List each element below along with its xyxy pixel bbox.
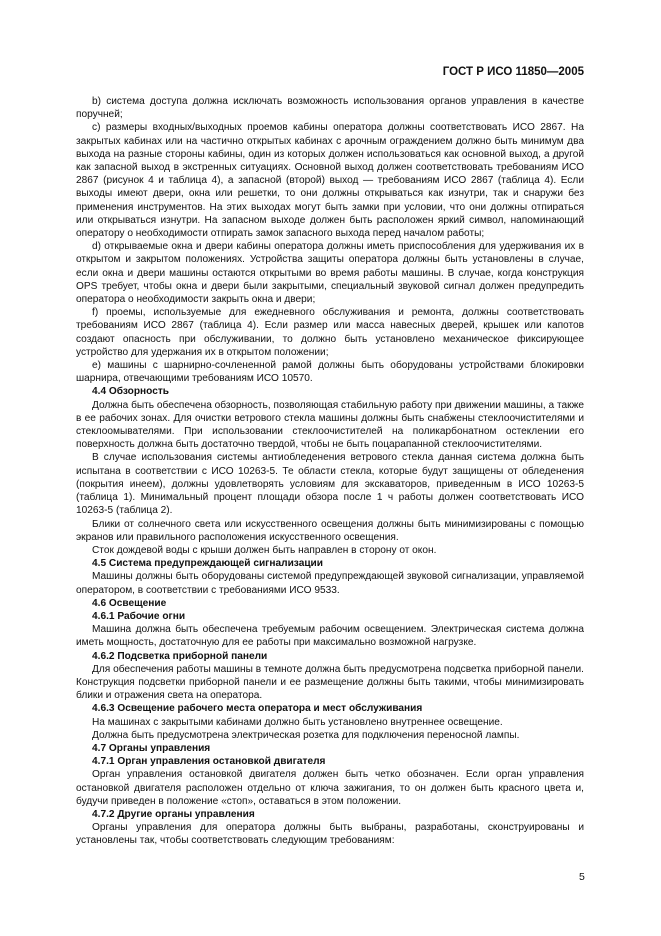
body-paragraph: e) машины с шарнирно-сочлененной рамой должны быть оборудованы устройствами блокировки шарнира, отвечающими требованиям ИСО 10570. <box>76 360 584 385</box>
section-heading: 4.6 Освещение <box>92 597 167 609</box>
body-paragraph: Должна быть предусмотрена электрическая розетка для подключения переносной лампы. <box>92 729 520 741</box>
body-paragraph: Для обеспечения работы машины в темноте должна быть предусмотрена подсветка приборной панели. Конструкция подсветки приборной панели и ее размещение должны быть такими, чтобы минимизировать блики и отражения света на оператора. <box>76 663 584 702</box>
body-paragraph: Должна быть обеспечена обзорность, позволяющая стабильную работу при движении машины, а также в ее рабочих зонах. Для очистки ветрового стекла машины должны быть снабжены стеклоочистителями и стеклоомывателями. При использовании стеклоочистителей на поликарбонатном остеклении его поверхность должна быть достаточно твердой, чтобы не быть поцарапанной стеклоочистителями. <box>76 399 584 451</box>
body-paragraph: Органы управления для оператора должны быть выбраны, разработаны, сконструированы и установлены так, чтобы соответствовать следующим требованиям: <box>76 822 584 847</box>
document-body <box>76 95 584 848</box>
section-heading: 4.5 Система предупреждающей сигнализации <box>92 558 323 570</box>
section-heading: 4.7.2 Другие органы управления <box>92 808 255 820</box>
body-paragraph: c) размеры входных/выходных проемов кабины оператора должны соответствовать ИСО 2867. На закрытых кабинах или на частично открытых кабинах с арочным ограждением должно быть минимум два выхода на разные стороны кабины, один из которых должен использоваться как основной выход, а другой как запасной выход в экстренных ситуациях. Основной выход должен соответствовать требованиям ИСО 2867 (рисунок 4 и таблица 4), а запасной (второй) выход — требованиям ИСО 2867 (таблица 4). Если выходы имеют двери, окна или решетки, то они должны открываться как изнутри, так и снаружи без применения инструментов. На этих выходах могут быть замки при условии, что они должны отпираться или открываться изнутри. На запасном выходе должен быть расположен яркий символ, напоминающий оператору о необходимости отпирать замок запасного выхода перед началом работы; <box>76 122 584 240</box>
body-paragraph: Машины должны быть оборудованы системой предупреждающей звуковой сигнализации, управляемой оператором, в соответствии с требованиями ИСО 9533. <box>76 571 584 596</box>
section-heading: 4.7.1 Орган управления остановкой двигателя <box>92 756 326 768</box>
section-heading: 4.6.1 Рабочие огни <box>92 610 186 622</box>
section-heading: 4.6.2 Подсветка приборной панели <box>92 650 268 662</box>
body-paragraph: В случае использования системы антиобледенения ветрового стекла данная система должна быть испытана в соответствии с ИСО 10263-5. Те области стекла, которые будут защищены от обледенения (покрытия инеем), должны удовлетворять условиям для экскаваторов, приведенным в ИСО 10263-5 (таблица 1). Минимальный процент площади обзора после 1 ч работы должен соответствовать ИСО 10263-5 (таблица 2). <box>76 452 584 517</box>
section-heading: 4.6.3 Освещение рабочего места оператора и мест обслуживания <box>92 703 423 715</box>
body-paragraph: Блики от солнечного света или искусственного освещения должны быть минимизированы с помощью экранов или правильного расположения искусственного освещения. <box>76 518 584 543</box>
body-paragraph: f) проемы, используемые для ежедневного обслуживания и ремонта, должны соответствовать требованиям ИСО 2867 (таблица 4). Если размер или масса навесных дверей, крышек или капотов создают опасность при обслуживании, то должно быть установлено механическое фиксирующее устройство для удержания их в открытом положении; <box>76 307 584 358</box>
body-paragraph: Сток дождевой воды с крыши должен быть направлен в сторону от окон. <box>92 544 437 556</box>
section-heading: 4.4 Обзорность <box>92 386 170 398</box>
section-heading: 4.7 Органы управления <box>92 742 211 754</box>
body-paragraph: На машинах с закрытыми кабинами должно быть установлено внутреннее освещение. <box>92 716 503 728</box>
body-paragraph: d) открываемые окна и двери кабины оператора должны иметь приспособления для удерживания их в открытом и закрытом положениях. Устройства защиты оператора должны быть установлены в случае, если окна и двери машины остаются открытыми во время работы машины. В случае, когда конструкция OPS требует, чтобы окна и двери были закрытыми, специальный звуковой сигнал должен предупредить оператора о необходимости закрыть окна и двери; <box>76 241 584 306</box>
document-number: ГОСТ Р ИСО 11850—2005 <box>442 66 584 78</box>
body-paragraph: Машина должна быть обеспечена требуемым рабочим освещением. Электрическая система должна иметь мощность, достаточную для ее работы при максимально возможной нагрузке. <box>76 624 584 649</box>
body-paragraph: Орган управления остановкой двигателя должен быть четко обозначен. Если орган управления остановкой двигателя расположен отдельно от ключа зажигания, то он должен быть красного цвета и, будучи приведен в положение «стоп», оставаться в этом положении. <box>76 769 584 807</box>
body-paragraph: b) система доступа должна исключать возможность использования органов управления в качестве поручней; <box>76 96 584 121</box>
page-number: 5 <box>579 871 585 883</box>
